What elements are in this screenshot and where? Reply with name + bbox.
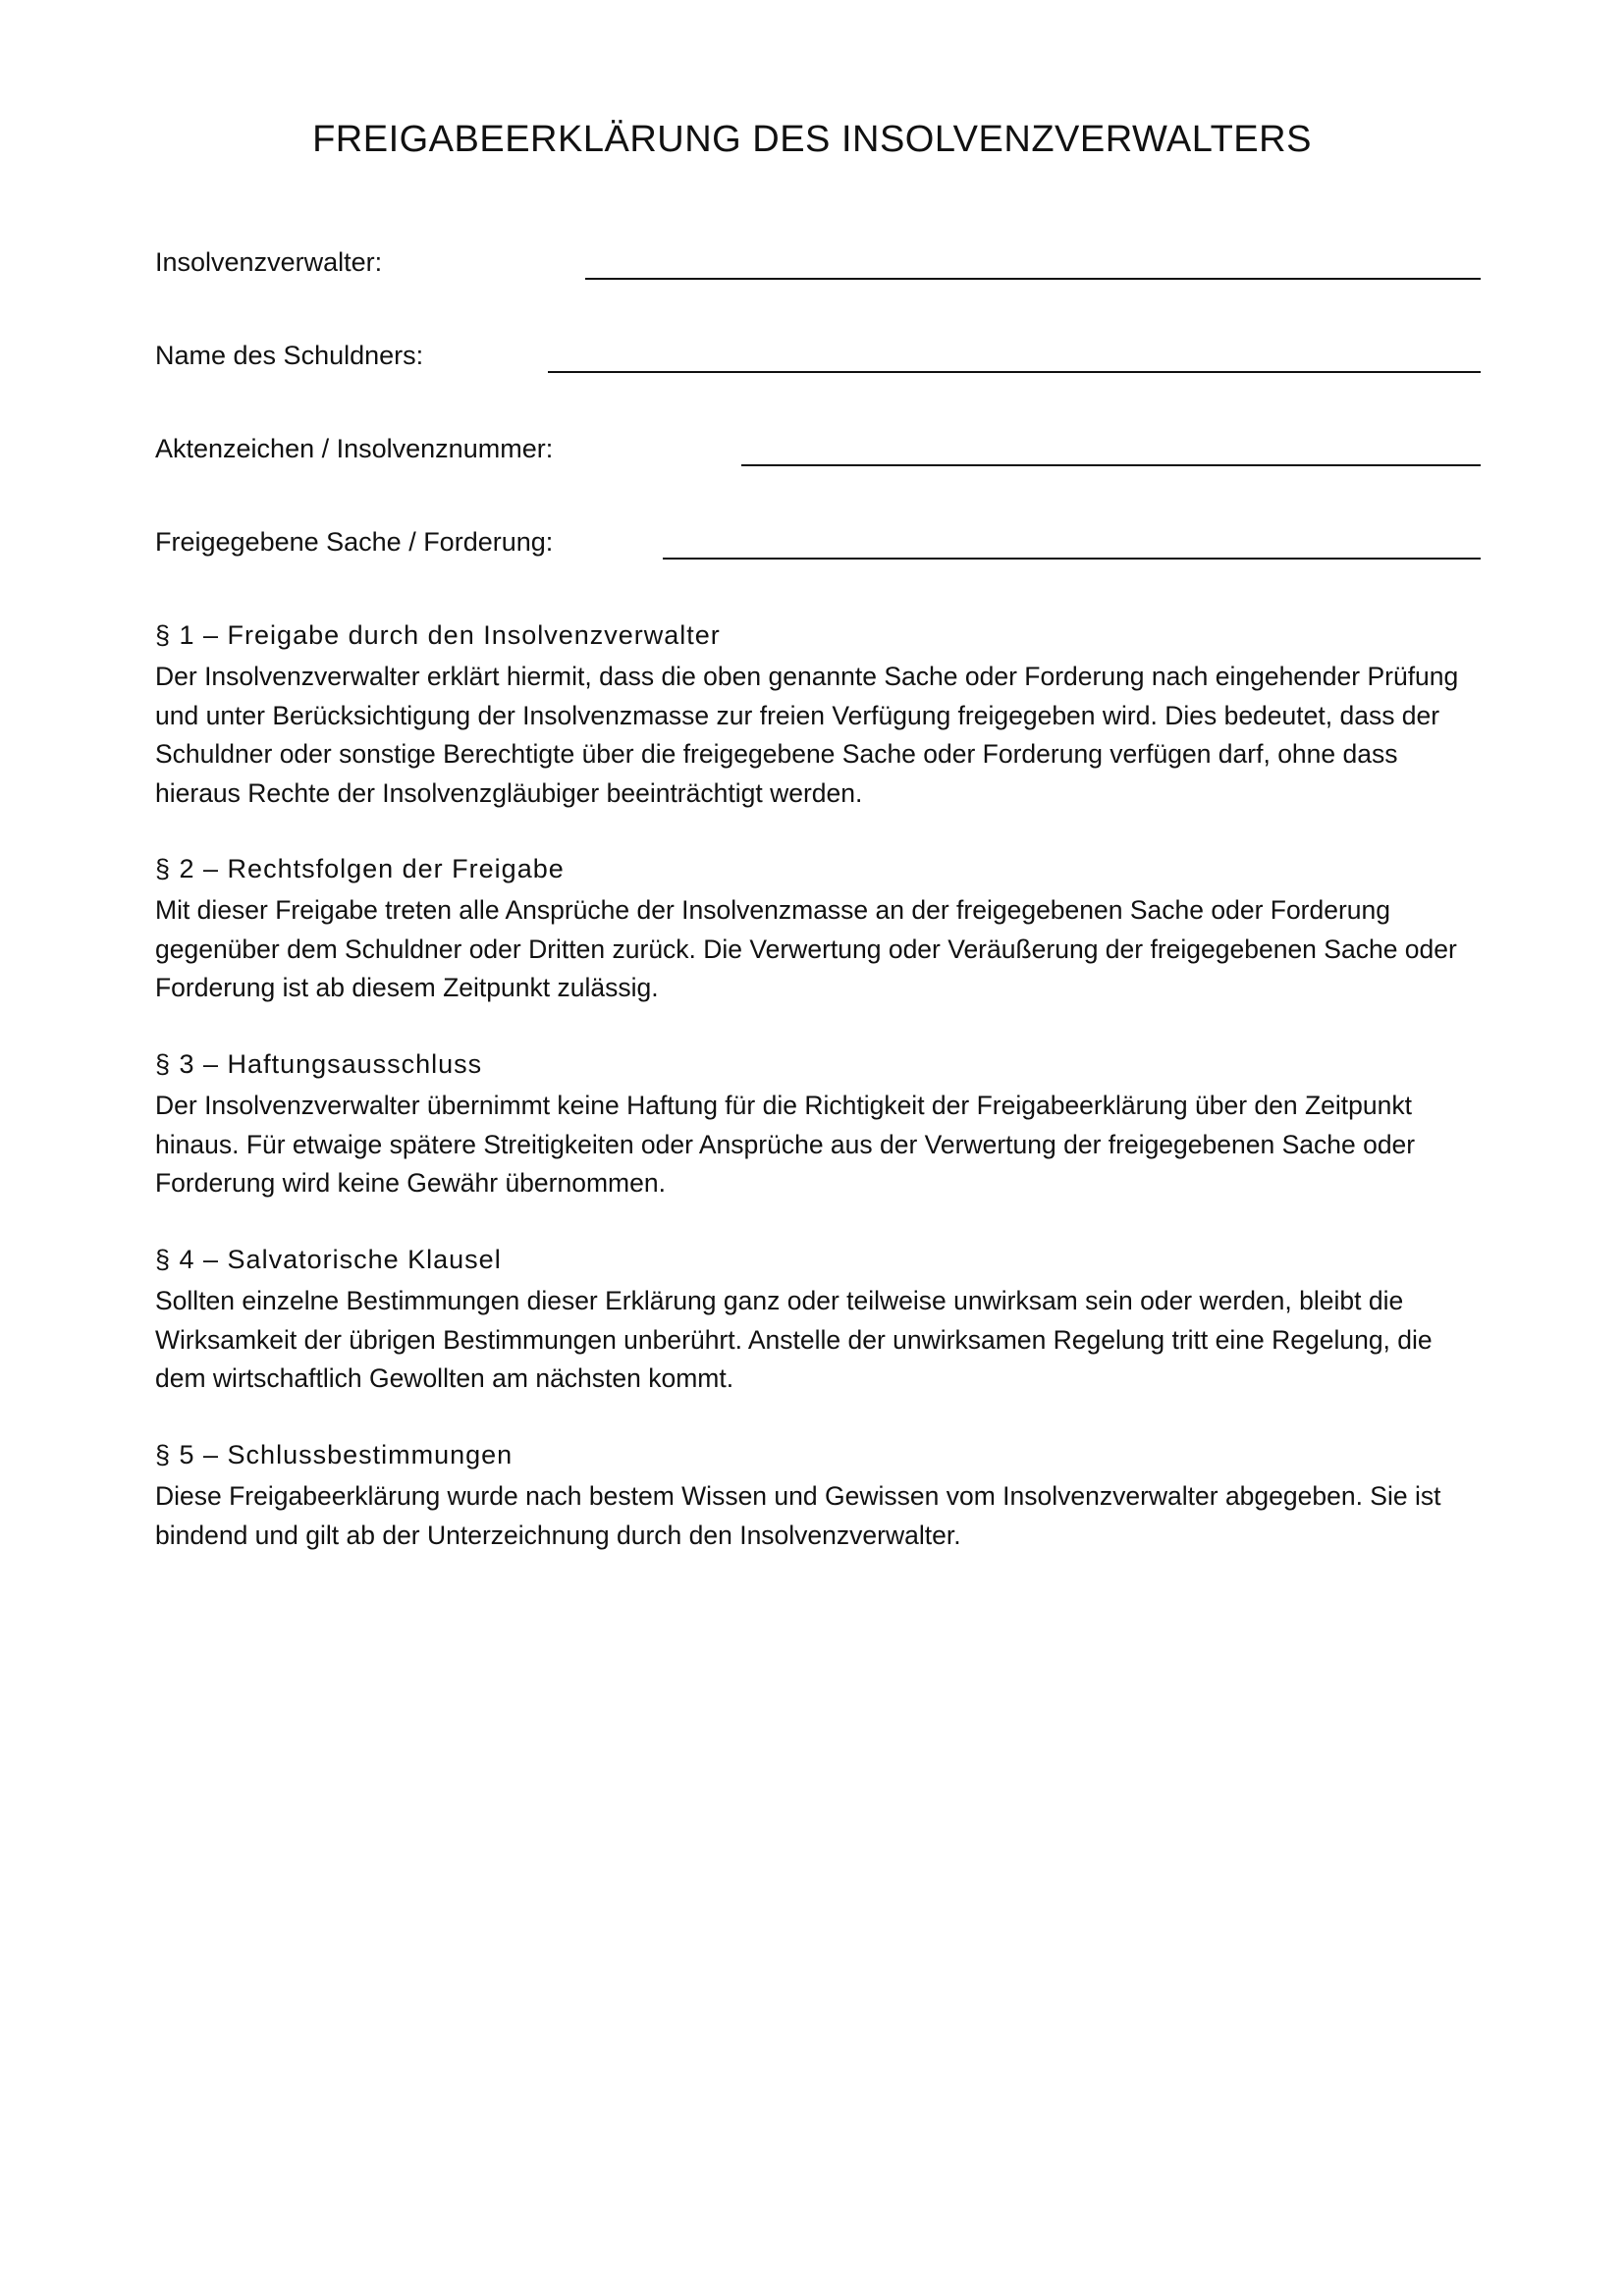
field-schuldner (155, 339, 1481, 388)
field-input-line[interactable] (741, 464, 1481, 466)
field-label: Freigegebene Sache / Forderung: (155, 527, 554, 557)
section-body: Der Insolvenzverwalter erklärt hiermit, dass die oben genannte Sache oder Forderung nach eingehender Prüfung und unter Berücksichtigung der Insolvenzmasse zur freien Verfügung freigegeben wird. Dies bedeutet, dass der Schuldner oder sonstige Berechtigte über die freigegebene Sache oder Forderung verfügen darf, ohne dass hieraus Rechte der Insolvenzgläubiger beeinträchtigt werden. (155, 662, 1459, 808)
section-heading: § 2 – Rechtsfolgen der Freigabe (155, 854, 565, 883)
section-body: Der Insolvenzverwalter übernimmt keine Haftung für die Richtigkeit der Freigabeerklärung über den Zeitpunkt hinaus. Für etwaige spätere Streitigkeiten oder Ansprüche aus der Verwertung der freigegebenen Sache oder Forderung wird keine Gewähr übernommen. (155, 1091, 1416, 1198)
document-title: FREIGABEERKLÄRUNG DES INSOLVENZVERWALTERS (312, 119, 1312, 160)
section-heading: § 3 – Haftungsausschluss (155, 1049, 483, 1079)
section-body: Sollten einzelne Bestimmungen dieser Erklärung ganz oder teilweise unwirksam sein oder werden, bleibt die Wirksamkeit der übrigen Bestimmungen unberührt. Anstelle der unwirksamen Regelung tritt eine Regelung, die dem wirtschaftlich Gewollten am nächsten kommt. (155, 1286, 1433, 1393)
field-freigegebene-sache (155, 525, 1481, 574)
section-3 (155, 1047, 1481, 1203)
section-body: Diese Freigabeerklärung wurde nach bestem Wissen und Gewissen vom Insolvenzverwalter abgegeben. Sie ist bindend und gilt ab der Unterzeichnung durch den Insolvenzverwalter. (155, 1481, 1441, 1550)
field-label: Name des Schuldners: (155, 341, 424, 370)
field-input-line[interactable] (663, 558, 1481, 560)
field-input-line[interactable] (585, 278, 1481, 280)
field-insolvenzverwalter (155, 245, 1481, 294)
section-heading: § 1 – Freigabe durch den Insolvenzverwalter (155, 620, 721, 650)
field-label: Insolvenzverwalter: (155, 247, 383, 277)
section-5 (155, 1438, 1481, 1555)
field-input-line[interactable] (548, 371, 1481, 373)
section-2 (155, 852, 1481, 1008)
section-4 (155, 1243, 1481, 1399)
field-aktenzeichen (155, 432, 1481, 481)
section-heading: § 5 – Schlussbestimmungen (155, 1440, 514, 1469)
field-label: Aktenzeichen / Insolvenznummer: (155, 434, 554, 463)
section-body: Mit dieser Freigabe treten alle Ansprüche der Insolvenzmasse an der freigegebenen Sache oder Forderung gegenüber dem Schuldner oder Dritten zurück. Die Verwertung oder Veräußerung der freigegebenen Sache oder Forderung ist ab diesem Zeitpunkt zulässig. (155, 895, 1457, 1002)
section-1 (155, 618, 1481, 813)
section-heading: § 4 – Salvatorische Klausel (155, 1245, 502, 1274)
